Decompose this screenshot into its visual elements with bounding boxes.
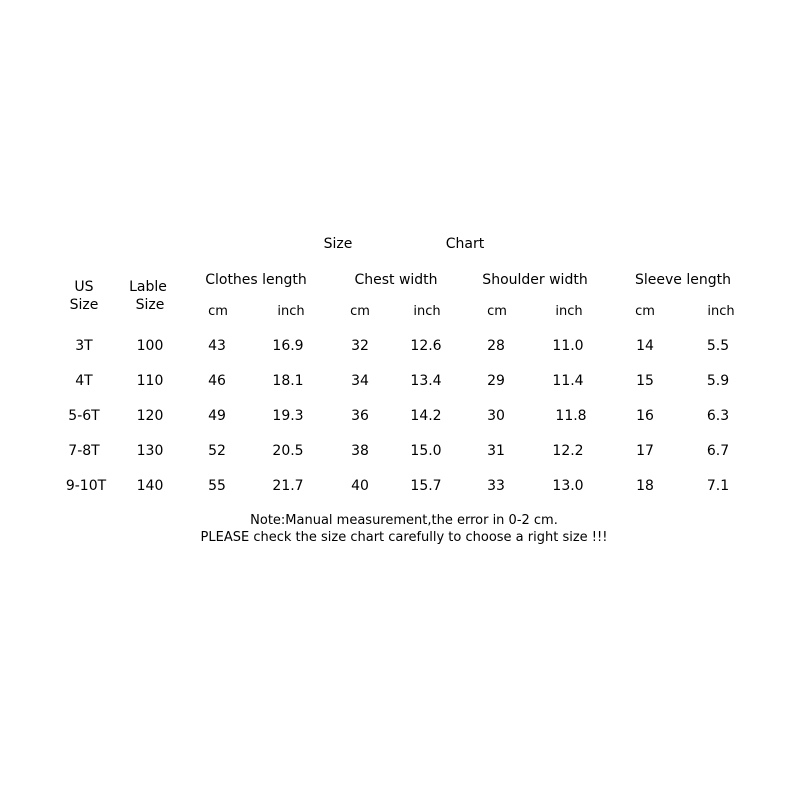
- cell-us-size: 3T: [75, 338, 93, 354]
- cell-chest-inch: 14.2: [410, 408, 442, 424]
- cell-shoulder-cm: 28: [487, 338, 505, 354]
- header-label-size-line2: Size: [135, 297, 165, 313]
- cell-clothes-cm: 55: [208, 478, 226, 494]
- header-us-size-line2: Size: [69, 297, 99, 313]
- cell-clothes-inch: 21.7: [272, 478, 304, 494]
- cell-chest-cm: 36: [351, 408, 369, 424]
- header-label-size-line1: Lable: [129, 279, 167, 295]
- header-clothes-length: Clothes length: [205, 272, 307, 288]
- cell-chest-inch: 12.6: [410, 338, 442, 354]
- cell-shoulder-cm: 31: [487, 443, 505, 459]
- cell-sleeve-cm: 14: [636, 338, 654, 354]
- cell-chest-cm: 40: [351, 478, 369, 494]
- cell-sleeve-inch: 5.9: [706, 373, 730, 389]
- cell-us-size: 9-10T: [65, 478, 107, 494]
- cell-chest-cm: 38: [351, 443, 369, 459]
- cell-clothes-inch: 18.1: [272, 373, 304, 389]
- cell-us-size: 4T: [75, 373, 93, 389]
- cell-shoulder-inch: 11.4: [552, 373, 584, 389]
- cell-chest-inch: 13.4: [410, 373, 442, 389]
- cell-chest-inch: 15.0: [410, 443, 442, 459]
- cell-chest-cm: 32: [351, 338, 369, 354]
- unit-sleeve-cm: cm: [635, 304, 655, 319]
- unit-shoulder-inch: inch: [555, 304, 583, 319]
- cell-shoulder-cm: 30: [487, 408, 505, 424]
- header-sleeve-length: Sleeve length: [635, 272, 731, 288]
- cell-clothes-cm: 43: [208, 338, 226, 354]
- cell-shoulder-inch: 12.2: [552, 443, 584, 459]
- cell-label-size: 120: [136, 408, 164, 424]
- cell-sleeve-inch: 6.7: [706, 443, 730, 459]
- unit-sleeve-inch: inch: [707, 304, 735, 319]
- cell-sleeve-cm: 16: [636, 408, 654, 424]
- cell-chest-inch: 15.7: [410, 478, 442, 494]
- cell-clothes-cm: 52: [208, 443, 226, 459]
- cell-clothes-cm: 49: [208, 408, 226, 424]
- cell-us-size: 5-6T: [68, 408, 100, 424]
- header-us-size-line1: US: [74, 279, 94, 295]
- cell-label-size: 110: [136, 373, 164, 389]
- cell-shoulder-cm: 33: [487, 478, 505, 494]
- cell-sleeve-inch: 5.5: [706, 338, 730, 354]
- header-shoulder-width: Shoulder width: [482, 272, 588, 288]
- unit-clothes-inch: inch: [277, 304, 305, 319]
- cell-us-size: 7-8T: [68, 443, 100, 459]
- cell-clothes-cm: 46: [208, 373, 226, 389]
- cell-clothes-inch: 19.3: [272, 408, 304, 424]
- cell-shoulder-inch: 11.0: [552, 338, 584, 354]
- cell-sleeve-cm: 15: [636, 373, 654, 389]
- cell-label-size: 140: [136, 478, 164, 494]
- unit-chest-cm: cm: [350, 304, 370, 319]
- title-size-word: Size: [323, 236, 353, 252]
- note-measurement: Note:Manual measurement,the error in 0-2 cm.: [250, 513, 558, 528]
- cell-shoulder-cm: 29: [487, 373, 505, 389]
- note-check-size: PLEASE check the size chart carefully to choose a right size !!!: [200, 530, 608, 545]
- cell-chest-cm: 34: [351, 373, 369, 389]
- title-chart-word: Chart: [445, 236, 485, 252]
- cell-clothes-inch: 16.9: [272, 338, 304, 354]
- cell-shoulder-inch: 13.0: [552, 478, 584, 494]
- cell-sleeve-inch: 6.3: [706, 408, 730, 424]
- cell-sleeve-inch: 7.1: [706, 478, 730, 494]
- cell-sleeve-cm: 17: [636, 443, 654, 459]
- cell-shoulder-inch: 11.8: [555, 408, 587, 424]
- cell-label-size: 100: [136, 338, 164, 354]
- cell-label-size: 130: [136, 443, 164, 459]
- unit-clothes-cm: cm: [208, 304, 228, 319]
- unit-chest-inch: inch: [413, 304, 441, 319]
- cell-clothes-inch: 20.5: [272, 443, 304, 459]
- cell-sleeve-cm: 18: [636, 478, 654, 494]
- unit-shoulder-cm: cm: [487, 304, 507, 319]
- header-chest-width: Chest width: [354, 272, 438, 288]
